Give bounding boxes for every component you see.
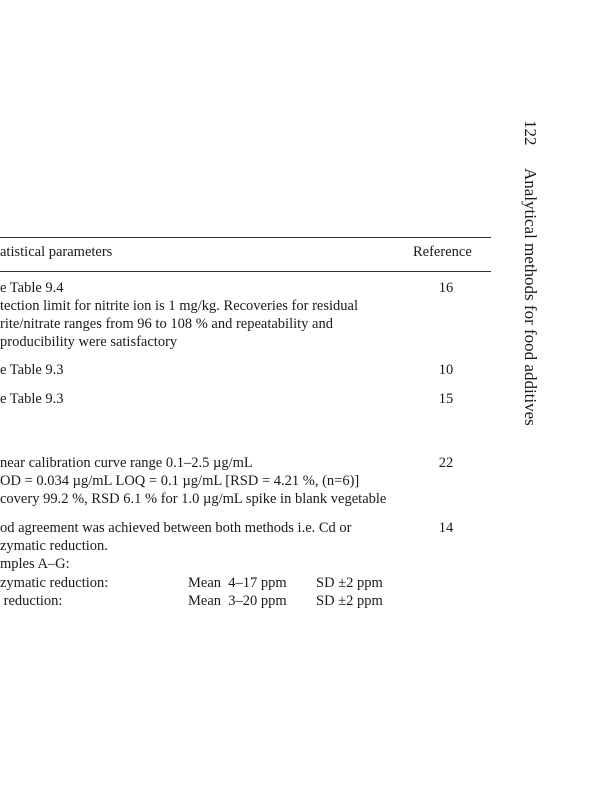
header-statistical-parameters: atistical parameters [0, 244, 113, 260]
row-reference: 14 [438, 520, 454, 536]
stat-sd: SD ±2 ppm [316, 593, 383, 609]
stat-label: zymatic reduction: [0, 575, 109, 591]
row-text-line: od agreement was achieved between both methods i.e. Cd or [0, 520, 352, 536]
row-text-line: zymatic reduction. [0, 538, 108, 554]
row-text-line: producibility were satisfactory [0, 334, 178, 350]
row-reference: 10 [438, 362, 454, 378]
row-text-line: rite/nitrate ranges from 96 to 108 % and repeatability and [0, 316, 333, 332]
row-text-line: e Table 9.4 [0, 280, 64, 296]
row-reference: 22 [438, 455, 454, 471]
row-text-line: tection limit for nitrite ion is 1 mg/kg. Recoveries for residual [0, 298, 358, 314]
row-text-line: e Table 9.3 [0, 362, 64, 378]
row-text-line: OD = 0.034 µg/mL LOQ = 0.1 µg/mL [RSD = 4.21 %, (n=6)] [0, 473, 360, 489]
row-reference: 16 [438, 280, 454, 296]
running-head-title: Analytical methods for food additives [521, 168, 540, 426]
row-reference: 15 [438, 391, 454, 407]
table-top-rule [0, 237, 491, 238]
table-header-rule [0, 271, 491, 272]
stat-sd: SD ±2 ppm [316, 575, 383, 591]
row-text-line: covery 99.2 %, RSD 6.1 % for 1.0 µg/mL spike in blank vegetable [0, 491, 387, 507]
stat-mean: Mean 3–20 ppm [188, 593, 287, 609]
page-number: 122 [521, 120, 540, 146]
row-text-line: e Table 9.3 [0, 391, 64, 407]
row-text-line: near calibration curve range 0.1–2.5 µg/mL [0, 455, 253, 471]
header-reference: Reference [413, 244, 472, 260]
row-text-line: mples A–G: [0, 556, 70, 572]
stat-mean: Mean 4–17 ppm [188, 575, 287, 591]
stat-label: reduction: [0, 593, 63, 609]
